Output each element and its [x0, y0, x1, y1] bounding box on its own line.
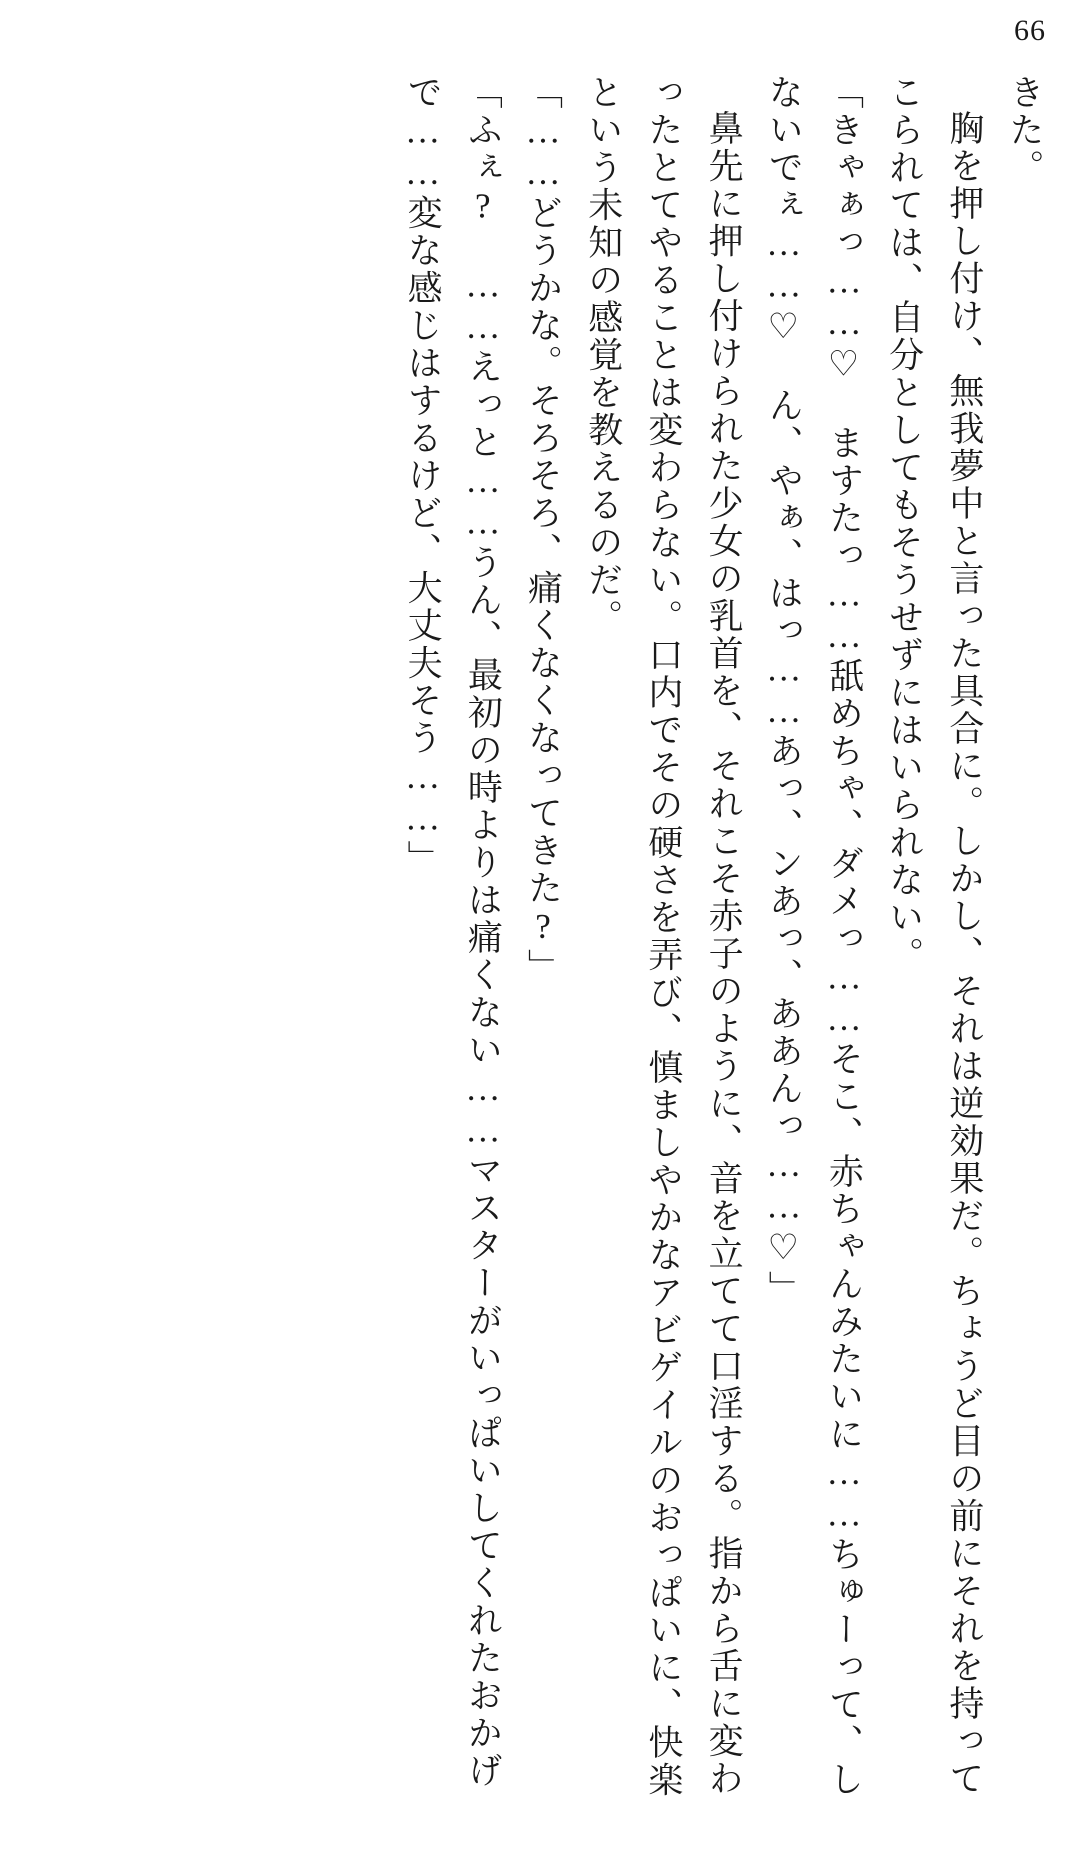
paragraph: 胸を押し付け、無我夢中と言った具合に。しかし、それは逆効果だ。ちょうど目の前にそれを持ってこられては、自分としてもそうせずにはいられない。	[884, 74, 984, 1798]
paragraph-dialogue: 「きゃぁっ……♡ ますたっ……舐めちゃ、ダメっ……そこ、赤ちゃんみたいに……ちゅーって、しないでぇ……♡ ん、やぁ、はっ……あっ、ンあっ、ああんっ……♡」	[764, 74, 864, 1799]
paragraph: 鼻先に押し付けられた少女の乳首を、それこそ赤子のように、音を立てて口淫する。指から舌に変わったとてやることは変わらない。口内でその硬さを弄び、慎ましやかなアビゲイルのおっぱいに、快楽という未知の感覚を教えるのだ。	[583, 74, 744, 1799]
paragraph: きた。	[1005, 74, 1044, 187]
paragraph-dialogue: 「ふぇ? ……えっと……うん、最初の時よりは痛くない……マスターがいっぱいしてくれたおかげで……変な感じはするけど、大丈夫そう……」	[403, 74, 503, 1790]
page-text-body	[36, 74, 1054, 1813]
paragraph-dialogue: 「……どうかな。そろそろ、痛くなくなってきた?」	[523, 74, 563, 986]
page-number: 66	[1014, 14, 1046, 47]
